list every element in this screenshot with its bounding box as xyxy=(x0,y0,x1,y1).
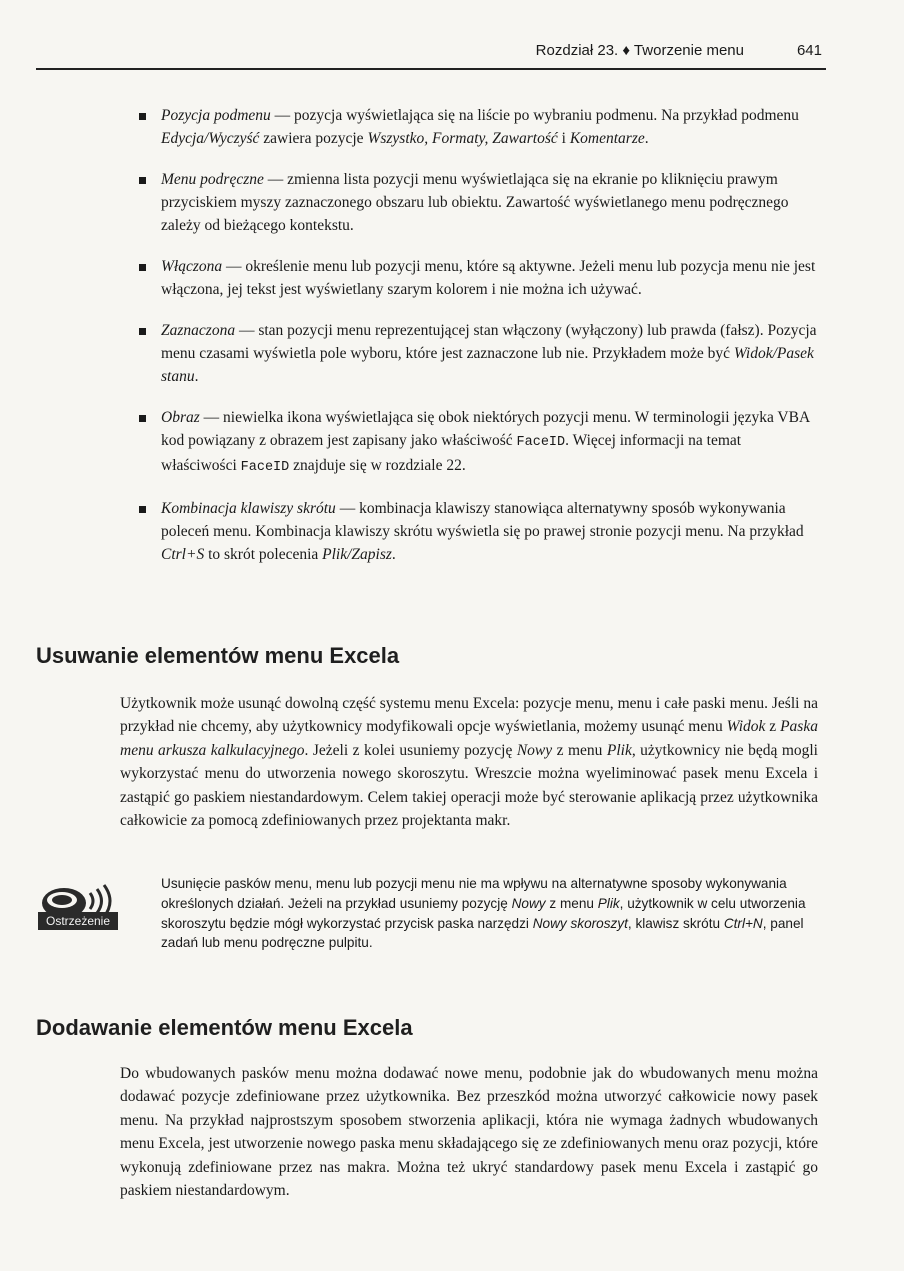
bullet-square-icon xyxy=(139,177,146,184)
term: Kombinacja klawiszy skrótu xyxy=(161,500,336,517)
definition-text: — kombinacja klawiszy stanowiąca alternatywny sposób wykonywania poleceń menu. Kombinacja klawiszy skrótu wyświetla się po prawej stronie pozycji menu. Na przykład xyxy=(161,500,804,540)
menu-name: Widok/Pasek stanu xyxy=(161,345,814,385)
bullet-square-icon xyxy=(139,415,146,422)
bullet-square-icon xyxy=(139,328,146,335)
bullet-square-icon xyxy=(139,113,146,120)
bullet-square-icon xyxy=(139,506,146,513)
definition-text: — określenie menu lub pozycji menu, które są aktywne. Jeżeli menu lub pozycja menu nie jest włączona, jej tekst jest wyświetlany szarym kolorem i nie można ich używać. xyxy=(161,258,816,298)
warning-segment: , klawisz skrótu xyxy=(627,915,724,931)
list-item xyxy=(137,406,817,479)
definition-text: — zmienna lista pozycji menu wyświetlająca się na ekranie po kliknięciu prawym przyciskiem myszy zaznaczonego obszaru lub obiektu. Zawartość wyświetlanego menu podręcznego zależy od bieżącego kontekstu. xyxy=(161,171,789,234)
warning-label: Ostrzeżenie xyxy=(38,912,118,930)
menu-name: Widok xyxy=(726,718,766,736)
definition-text: — pozycja wyświetlająca się na liście po wybraniu podmenu. Na przykład podmenu xyxy=(270,107,799,124)
menu-name: Nowy xyxy=(516,741,553,759)
menu-name: Plik/Zapisz xyxy=(322,546,392,563)
definition-text: . Więcej informacji na temat właściwości xyxy=(161,432,742,474)
warning-segment: Usunięcie pasków menu, menu lub pozycji menu nie ma wpływu na alternatywne sposoby wykonywania określonych działań. Jeżeli na przykład usuniemy pozycję xyxy=(161,876,787,911)
menu-name: Paska menu arkusza kalkulacyjnego xyxy=(120,718,818,759)
section-paragraph xyxy=(120,692,818,832)
definition-text: zawiera pozycje xyxy=(259,130,368,147)
paragraph-text: , użytkownicy nie będą mogli wykorzystać menu do utworzenia nowego skoroszytu. Wreszcie można wyeliminować pasek menu Excela i zastąpić go paskiem niestandardowym. Celem takiej operacji może być sterowanie aplikacją przez użytkownika całkowicie za pomocą zdefiniowanych przez projektanta makr. xyxy=(120,741,818,830)
toolbar-button-name: Nowy skoroszyt xyxy=(532,915,628,931)
menu-name: Plik xyxy=(606,741,632,759)
definition-text: znajduje się w rozdziale 22. xyxy=(289,457,466,474)
list-item xyxy=(137,319,817,388)
warning-segment: , użytkownik w celu utworzenia skoroszytu będzie mógł wykorzystać przycisk paska narzędzi xyxy=(161,895,806,931)
definition-text: — niewielka ikona wyświetlająca się obok niektórych pozycji menu. W terminologii języka VBA kod powiązany z obrazem jest zapisany jako właściwość xyxy=(161,409,810,449)
code-text: FaceID xyxy=(516,435,566,450)
definition-list xyxy=(137,104,817,584)
list-item xyxy=(137,255,817,301)
menu-name: Edycja/Wyczyść xyxy=(161,130,260,147)
section-heading-remove: Usuwanie elementów menu Excela xyxy=(36,643,400,668)
list-item xyxy=(137,104,817,150)
warning-segment: , panel zadań lub menu podręczne pulpitu. xyxy=(161,915,804,951)
shortcut: Ctrl+N xyxy=(723,915,763,931)
paragraph-text: . Jeżeli z kolei usuniemy pozycję xyxy=(304,741,517,759)
paragraph-text: z menu xyxy=(552,741,607,759)
definition-text: i xyxy=(557,130,570,147)
section-paragraph: Do wbudowanych pasków menu można dodawać nowe menu, podobnie jak do wbudowanych menu można dodawać pozycje zdefiniowane przez użytkownika. Bez przeszkód można utworzyć całkowicie nowy pasek menu. Na przykład najprostszym sposobem stworzenia aplikacji, która nie wymaga żadnych wbudowanych menu Excela, jest utworzenie nowego paska menu składającego się ze zdefiniowanych menu oraz pozycji, które wykonują zdefiniowane przez nas makra. Można też ukryć standardowy pasek menu Excela i zastąpić go paskiem niestandardowym. xyxy=(120,1065,818,1200)
menu-name: Komentarze xyxy=(569,130,645,147)
term: Zaznaczona xyxy=(161,322,236,339)
definition-text: . xyxy=(391,546,396,563)
term: Menu podręczne xyxy=(161,171,264,188)
warning-segment: z menu xyxy=(545,895,598,911)
definition-text: . xyxy=(644,130,649,147)
menu-name: Wszystko, Formaty, Zawartość xyxy=(367,130,558,147)
term: Obraz xyxy=(161,409,200,426)
page-header xyxy=(36,40,826,70)
running-title: Rozdział 23. ♦ Tworzenie menu xyxy=(535,42,744,59)
definition-text: to skrót polecenia xyxy=(204,546,323,563)
paragraph-text: Użytkownik może usunąć dowolną część systemu menu Excela: pozycje menu, menu i całe paski menu. Jeśli na przykład nie chcemy, aby użytkownicy modyfikowali opcje wyświetlania, możemy usunąć menu xyxy=(120,695,818,736)
paragraph-text: z xyxy=(765,718,781,736)
list-item xyxy=(137,168,817,237)
menu-name: Nowy xyxy=(511,895,546,911)
term: Włączona xyxy=(161,258,223,275)
page-number: 641 xyxy=(796,42,822,59)
code-text: FaceID xyxy=(240,460,290,475)
list-item xyxy=(137,497,817,566)
definition-text: . xyxy=(194,368,199,385)
bullet-square-icon xyxy=(139,264,146,271)
menu-name: Plik xyxy=(597,895,620,911)
shortcut: Ctrl+S xyxy=(161,546,205,563)
definition-text: — stan pozycji menu reprezentującej stan włączony (wyłączony) lub prawda (fałsz). Pozycja menu czasami wyświetla pole wyboru, które jest zaznaczone lub nie. Przykładem może być xyxy=(161,322,817,362)
section-heading-add: Dodawanie elementów menu Excela xyxy=(36,1015,413,1040)
term: Pozycja podmenu xyxy=(161,107,271,124)
warning-text xyxy=(161,874,811,953)
